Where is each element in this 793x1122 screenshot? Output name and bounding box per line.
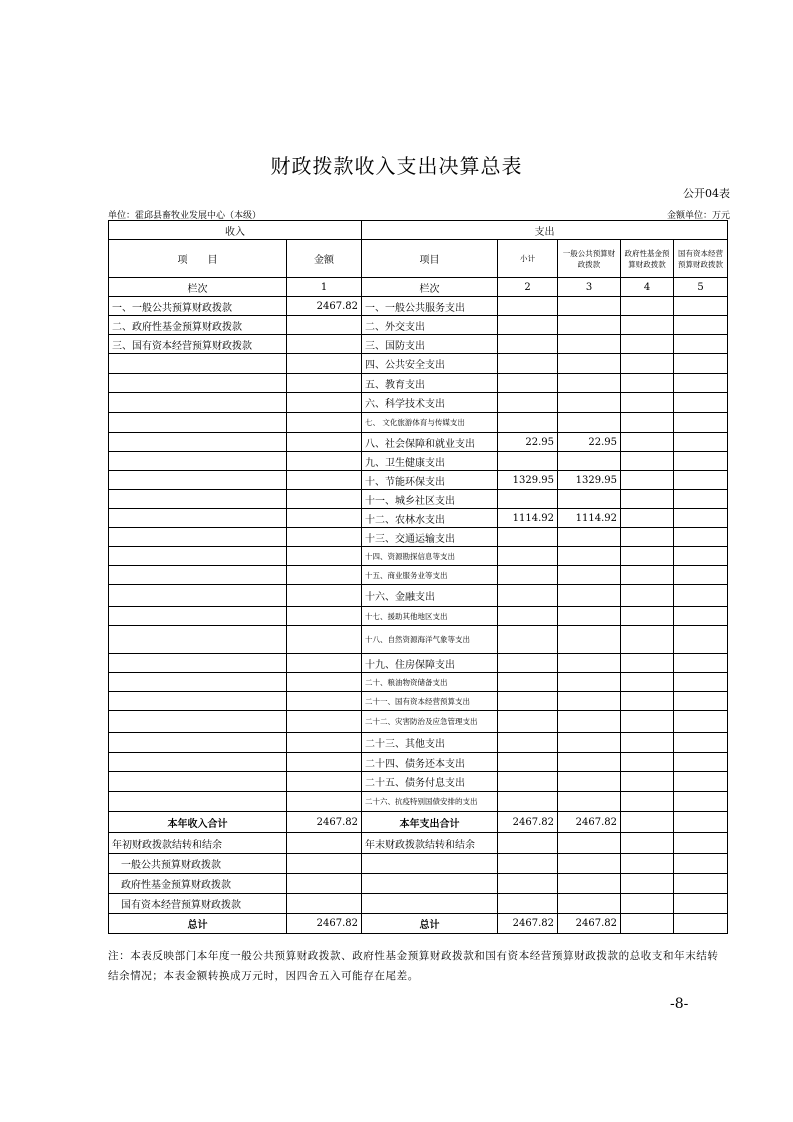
table-row bbox=[109, 585, 728, 607]
expense-subtotal bbox=[498, 335, 558, 354]
expense-general bbox=[558, 585, 621, 607]
income-amount bbox=[287, 711, 362, 733]
income-item bbox=[109, 354, 287, 374]
expense-item: 二十三、其他支出 bbox=[362, 733, 498, 753]
expense-state bbox=[674, 792, 728, 812]
column-index-row bbox=[109, 278, 728, 297]
expense-general bbox=[558, 607, 621, 626]
table-row bbox=[109, 566, 728, 585]
expense-item: 二十二、灾害防治及应急管理支出 bbox=[362, 711, 498, 733]
expense-item: 二十、粮油物资储备支出 bbox=[362, 673, 498, 692]
expense-state bbox=[674, 711, 728, 733]
expense-general bbox=[558, 354, 621, 374]
col-index-1: 1 bbox=[287, 278, 362, 297]
expense-subtotal bbox=[498, 413, 558, 433]
expense-fund bbox=[621, 792, 674, 812]
expense-item: 六、科学技术支出 bbox=[362, 393, 498, 413]
expense-fund bbox=[621, 547, 674, 566]
income-amount bbox=[287, 547, 362, 566]
footnote: 注：本表反映部门本年度一般公共预算财政拨款、政府性基金预算财政拨款和国有资本经营预算财政拨款的总收支和年末结转结余情况；本表金额转换成万元时，因四舍五入可能存在尾差。 bbox=[108, 950, 719, 982]
carry-fund-label: 政府性基金预算财政拨款 bbox=[109, 874, 287, 894]
income-item bbox=[109, 433, 287, 452]
expense-general bbox=[558, 452, 621, 471]
income-item: 一、一般公共预算财政拨款 bbox=[109, 297, 287, 316]
income-item bbox=[109, 393, 287, 413]
table-row bbox=[109, 413, 728, 433]
expense-fund bbox=[621, 607, 674, 626]
expense-fund bbox=[621, 335, 674, 354]
expense-general bbox=[558, 792, 621, 812]
table-row bbox=[109, 607, 728, 626]
expense-state bbox=[674, 316, 728, 335]
income-amount bbox=[287, 528, 362, 547]
expense-state bbox=[674, 490, 728, 509]
expense-item: 二十五、债务付息支出 bbox=[362, 772, 498, 792]
income-item bbox=[109, 452, 287, 471]
income-item bbox=[109, 471, 287, 490]
expense-subtotal: 1329.95 bbox=[498, 471, 558, 490]
table-row bbox=[109, 673, 728, 692]
expense-general bbox=[558, 626, 621, 654]
expense-item: 四、公共安全支出 bbox=[362, 354, 498, 374]
expense-item: 十八、自然资源海洋气象等支出 bbox=[362, 626, 498, 654]
income-amount bbox=[287, 585, 362, 607]
expense-general bbox=[558, 566, 621, 585]
expense-item-header: 项目 bbox=[362, 240, 498, 278]
income-item bbox=[109, 374, 287, 393]
expense-general bbox=[558, 528, 621, 547]
carry-general-row bbox=[109, 854, 728, 874]
expense-subtotal bbox=[498, 654, 558, 673]
expense-subtotal bbox=[498, 772, 558, 792]
expense-state bbox=[674, 692, 728, 711]
table-row bbox=[109, 509, 728, 528]
income-amount bbox=[287, 452, 362, 471]
expense-state bbox=[674, 335, 728, 354]
expense-item: 八、社会保障和就业支出 bbox=[362, 433, 498, 452]
expense-general bbox=[558, 335, 621, 354]
expense-state bbox=[674, 433, 728, 452]
carry-in-label: 年初财政拨款结转和结余 bbox=[109, 833, 287, 854]
income-amount bbox=[287, 733, 362, 753]
header-row-2 bbox=[109, 240, 728, 278]
carry-state-label: 国有资本经营预算财政拨款 bbox=[109, 894, 287, 914]
table-row bbox=[109, 374, 728, 393]
expense-fund bbox=[621, 585, 674, 607]
expense-state bbox=[674, 413, 728, 433]
expense-subtotal bbox=[498, 711, 558, 733]
expense-item: 三、国防支出 bbox=[362, 335, 498, 354]
expense-subtotal: 1114.92 bbox=[498, 509, 558, 528]
income-item bbox=[109, 547, 287, 566]
income-amount bbox=[287, 413, 362, 433]
expense-state bbox=[674, 673, 728, 692]
expense-subtotal bbox=[498, 316, 558, 335]
table-row bbox=[109, 772, 728, 792]
table-row bbox=[109, 490, 728, 509]
expense-fund bbox=[621, 673, 674, 692]
table-row bbox=[109, 692, 728, 711]
expense-subtotal bbox=[498, 733, 558, 753]
expense-subtotal bbox=[498, 490, 558, 509]
expense-fund bbox=[621, 528, 674, 547]
income-item bbox=[109, 733, 287, 753]
col-index-4: 4 bbox=[621, 278, 674, 297]
income-amount bbox=[287, 692, 362, 711]
expense-item: 九、卫生健康支出 bbox=[362, 452, 498, 471]
grand-total-label: 总计 bbox=[109, 914, 287, 934]
income-item bbox=[109, 607, 287, 626]
page-number: -8- bbox=[670, 996, 689, 1012]
grand-total-subtotal: 2467.82 bbox=[498, 914, 558, 934]
table-row bbox=[109, 547, 728, 566]
expense-subtotal bbox=[498, 753, 558, 772]
expense-item: 十一、城乡社区支出 bbox=[362, 490, 498, 509]
expense-subtotal bbox=[498, 607, 558, 626]
table-row bbox=[109, 335, 728, 354]
expense-general bbox=[558, 692, 621, 711]
income-item bbox=[109, 654, 287, 673]
gen-budget-header: 一般公共预算财政拨款 bbox=[558, 240, 621, 278]
expense-subtotal bbox=[498, 452, 558, 471]
carry-fund-row bbox=[109, 874, 728, 894]
expense-fund bbox=[621, 509, 674, 528]
expense-state bbox=[674, 393, 728, 413]
carry-over-row bbox=[109, 833, 728, 854]
income-item bbox=[109, 528, 287, 547]
expense-general bbox=[558, 547, 621, 566]
expense-general bbox=[558, 753, 621, 772]
table-row bbox=[109, 626, 728, 654]
income-item bbox=[109, 490, 287, 509]
col-label-2: 栏次 bbox=[362, 278, 498, 297]
expense-total-label: 本年支出合计 bbox=[362, 812, 498, 833]
expense-fund bbox=[621, 772, 674, 792]
income-total-value: 2467.82 bbox=[287, 812, 362, 833]
expense-item: 十四、资源勘探信息等支出 bbox=[362, 547, 498, 566]
income-amount bbox=[287, 509, 362, 528]
income-item bbox=[109, 509, 287, 528]
income-amount bbox=[287, 566, 362, 585]
expense-subtotal bbox=[498, 374, 558, 393]
expense-fund bbox=[621, 393, 674, 413]
expense-subtotal bbox=[498, 393, 558, 413]
expense-general bbox=[558, 490, 621, 509]
table-row bbox=[109, 792, 728, 812]
expense-fund bbox=[621, 753, 674, 772]
expense-state bbox=[674, 753, 728, 772]
expense-total-general: 2467.82 bbox=[558, 812, 621, 833]
income-amount bbox=[287, 316, 362, 335]
table-row bbox=[109, 297, 728, 316]
expense-state bbox=[674, 566, 728, 585]
carry-state-row bbox=[109, 894, 728, 914]
income-item bbox=[109, 413, 287, 433]
expense-state bbox=[674, 772, 728, 792]
expense-subtotal bbox=[498, 297, 558, 316]
expense-general bbox=[558, 297, 621, 316]
expense-subtotal bbox=[498, 585, 558, 607]
grand-total-row bbox=[109, 914, 728, 934]
expense-state bbox=[674, 607, 728, 626]
income-amount bbox=[287, 792, 362, 812]
expense-state bbox=[674, 547, 728, 566]
expense-subtotal bbox=[498, 566, 558, 585]
grand-total-general: 2467.82 bbox=[558, 914, 621, 934]
expense-fund bbox=[621, 711, 674, 733]
expense-total-subtotal: 2467.82 bbox=[498, 812, 558, 833]
expense-general bbox=[558, 316, 621, 335]
page-title: 财政拨款收入支出决算总表 bbox=[270, 154, 523, 178]
amount-unit: 金额单位：万元 bbox=[666, 211, 730, 221]
expense-subtotal bbox=[498, 528, 558, 547]
col-index-3: 3 bbox=[558, 278, 621, 297]
expense-general bbox=[558, 393, 621, 413]
income-amount bbox=[287, 374, 362, 393]
expense-fund bbox=[621, 433, 674, 452]
expense-state bbox=[674, 528, 728, 547]
income-item bbox=[109, 792, 287, 812]
expense-general bbox=[558, 733, 621, 753]
expense-item: 十七、援助其他地区支出 bbox=[362, 607, 498, 626]
expense-item: 七、 文化旅游体育与传媒支出 bbox=[362, 413, 498, 433]
income-amount: 2467.82 bbox=[287, 297, 362, 316]
fund-budget-header: 政府性基金预算财政拨款 bbox=[621, 240, 674, 278]
expense-fund bbox=[621, 413, 674, 433]
expense-fund bbox=[621, 452, 674, 471]
income-amount bbox=[287, 335, 362, 354]
grand-total-label-2: 总计 bbox=[362, 914, 498, 934]
expense-general: 1114.92 bbox=[558, 509, 621, 528]
income-amount bbox=[287, 753, 362, 772]
year-total-row bbox=[109, 812, 728, 833]
expense-item: 五、教育支出 bbox=[362, 374, 498, 393]
col-index-5: 5 bbox=[674, 278, 728, 297]
reporting-unit: 单位：霍邱县畜牧业发展中心（本级） bbox=[108, 211, 262, 221]
expense-state bbox=[674, 654, 728, 673]
table-row bbox=[109, 753, 728, 772]
income-amount bbox=[287, 626, 362, 654]
income-amount-header: 金额 bbox=[287, 240, 362, 278]
expense-fund bbox=[621, 566, 674, 585]
expense-general: 1329.95 bbox=[558, 471, 621, 490]
income-total-label: 本年收入合计 bbox=[109, 812, 287, 833]
income-item bbox=[109, 566, 287, 585]
income-amount bbox=[287, 490, 362, 509]
table-row bbox=[109, 316, 728, 335]
income-item bbox=[109, 585, 287, 607]
table-row bbox=[109, 354, 728, 374]
expense-item: 十五、商业服务业等支出 bbox=[362, 566, 498, 585]
income-item bbox=[109, 753, 287, 772]
expense-fund bbox=[621, 490, 674, 509]
expense-state bbox=[674, 626, 728, 654]
expense-fund bbox=[621, 374, 674, 393]
income-item bbox=[109, 692, 287, 711]
income-item bbox=[109, 626, 287, 654]
expense-fund bbox=[621, 354, 674, 374]
expense-fund bbox=[621, 471, 674, 490]
income-amount bbox=[287, 354, 362, 374]
income-amount bbox=[287, 772, 362, 792]
expense-fund bbox=[621, 733, 674, 753]
expense-item: 十三、交通运输支出 bbox=[362, 528, 498, 547]
expense-general bbox=[558, 374, 621, 393]
carry-out-label: 年末财政拨款结转和结余 bbox=[362, 833, 498, 854]
table-row bbox=[109, 393, 728, 413]
income-item bbox=[109, 711, 287, 733]
expense-state bbox=[674, 374, 728, 393]
expense-subtotal bbox=[498, 673, 558, 692]
income-amount bbox=[287, 433, 362, 452]
expense-item: 十九、住房保障支出 bbox=[362, 654, 498, 673]
table-row bbox=[109, 711, 728, 733]
expense-item: 二十六、抗疫特别国债安排的支出 bbox=[362, 792, 498, 812]
table-row bbox=[109, 528, 728, 547]
expense-state bbox=[674, 297, 728, 316]
header-row-1 bbox=[109, 221, 728, 240]
expense-state bbox=[674, 452, 728, 471]
income-amount bbox=[287, 471, 362, 490]
expense-state bbox=[674, 585, 728, 607]
income-item: 二、政府性基金预算财政拨款 bbox=[109, 316, 287, 335]
income-amount bbox=[287, 654, 362, 673]
expense-subtotal bbox=[498, 626, 558, 654]
expense-general: 22.95 bbox=[558, 433, 621, 452]
expense-general bbox=[558, 654, 621, 673]
expense-fund bbox=[621, 297, 674, 316]
expense-item: 十、节能环保支出 bbox=[362, 471, 498, 490]
expense-fund bbox=[621, 316, 674, 335]
table-row bbox=[109, 654, 728, 673]
expense-fund bbox=[621, 626, 674, 654]
expense-general bbox=[558, 711, 621, 733]
expense-item: 十六、金融支出 bbox=[362, 585, 498, 607]
expense-subtotal bbox=[498, 354, 558, 374]
col-index-2: 2 bbox=[498, 278, 558, 297]
expense-state bbox=[674, 354, 728, 374]
income-header: 收入 bbox=[109, 221, 362, 240]
table-row bbox=[109, 471, 728, 490]
expense-item: 二十一、国有资本经营预算支出 bbox=[362, 692, 498, 711]
income-item-header: 项 目 bbox=[109, 240, 287, 278]
income-amount bbox=[287, 607, 362, 626]
carry-general-label: 一般公共预算财政拨款 bbox=[109, 854, 287, 874]
income-amount bbox=[287, 673, 362, 692]
income-amount bbox=[287, 393, 362, 413]
expense-fund bbox=[621, 692, 674, 711]
expense-subtotal: 22.95 bbox=[498, 433, 558, 452]
expense-subtotal bbox=[498, 692, 558, 711]
expense-item: 二、外交支出 bbox=[362, 316, 498, 335]
table-row bbox=[109, 452, 728, 471]
grand-total-income: 2467.82 bbox=[287, 914, 362, 934]
expense-fund bbox=[621, 654, 674, 673]
state-budget-header: 国有资本经营预算财政拨款 bbox=[674, 240, 728, 278]
table-row bbox=[109, 433, 728, 452]
expense-item: 二十四、债务还本支出 bbox=[362, 753, 498, 772]
expense-general bbox=[558, 413, 621, 433]
table-row bbox=[109, 733, 728, 753]
expense-header: 支出 bbox=[362, 221, 728, 240]
col-label: 栏次 bbox=[109, 278, 287, 297]
subtotal-header: 小计 bbox=[498, 240, 558, 278]
expense-item: 十二、农林水支出 bbox=[362, 509, 498, 528]
expense-state bbox=[674, 471, 728, 490]
expense-state bbox=[674, 509, 728, 528]
expense-general bbox=[558, 772, 621, 792]
income-item: 三、国有资本经营预算财政拨款 bbox=[109, 335, 287, 354]
expense-general bbox=[558, 673, 621, 692]
budget-summary-table bbox=[108, 220, 728, 934]
expense-item: 一、一般公共服务支出 bbox=[362, 297, 498, 316]
expense-subtotal bbox=[498, 792, 558, 812]
expense-subtotal bbox=[498, 547, 558, 566]
income-item bbox=[109, 772, 287, 792]
expense-state bbox=[674, 733, 728, 753]
income-item bbox=[109, 673, 287, 692]
form-code: 公开04表 bbox=[683, 187, 730, 200]
